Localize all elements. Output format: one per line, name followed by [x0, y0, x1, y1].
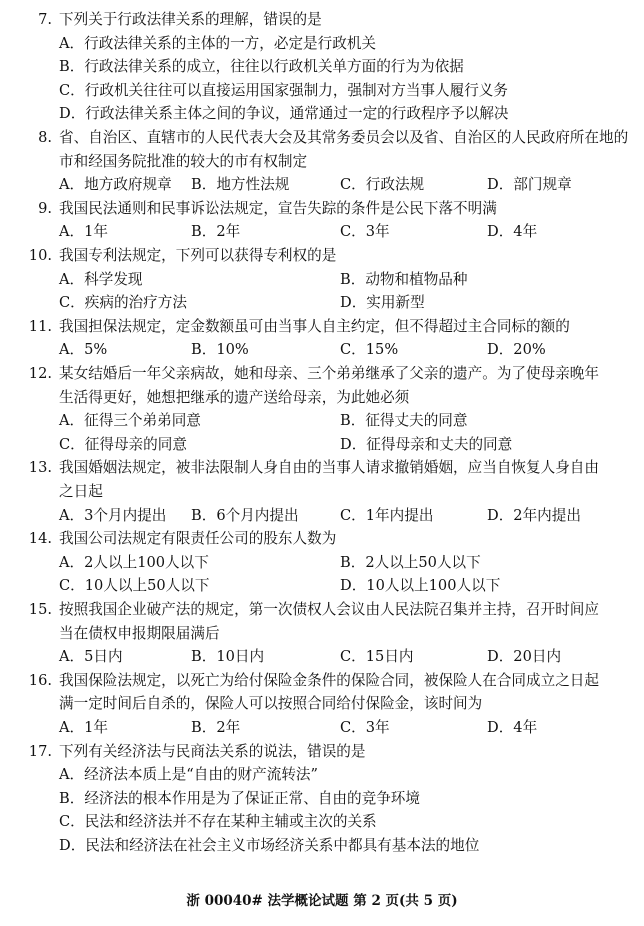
option-row [0, 55, 644, 79]
answer-option-b: B．动物和植物品种 [340, 270, 468, 288]
question-stem-line [0, 740, 644, 764]
answer-option-c: C．民法和经济法并不存在某种主辅或主次的关系 [59, 813, 377, 831]
question-stem-text: 我国保险法规定，以死亡为给付保险金条件的保险合同，被保险人在合同成立之日起 [59, 671, 599, 689]
answer-option-b: B．征得丈夫的同意 [340, 412, 468, 430]
question-number: 15. [28, 601, 52, 618]
answer-option-a: A．5% [59, 341, 108, 359]
page-footer: 浙 00040# 法学概论试题 第 2 页(共 5 页) [186, 893, 458, 909]
answer-option-d: D．部门规章 [487, 176, 572, 194]
answer-option-a: A．1年 [59, 719, 109, 736]
option-row [0, 32, 644, 56]
question-number: 9. [38, 199, 52, 217]
option-row [0, 574, 644, 598]
option-row [0, 79, 644, 103]
answer-option-a: A．2人以上100人以下 [59, 553, 209, 571]
answer-option-c: C．行政机关往往可以直接运用国家强制力，强制对方当事人履行义务 [59, 81, 508, 99]
question-stem-text: 当在债权申报期限届满后 [59, 624, 220, 642]
option-row [0, 409, 644, 433]
question-stem-text: 省、自治区、直辖市的人民代表大会及其常务委员会以及省、自治区的人民政府所在地的 [59, 129, 629, 146]
answer-option-b: B．10% [191, 341, 249, 359]
option-row [0, 102, 644, 126]
question-stem-text: 满一定时间后自杀的，保险人可以按照合同给付保险金，该时间为 [59, 695, 483, 713]
question-stem-line [0, 8, 644, 32]
question-stem-text: 我国专利法规定，下列可以获得专利权的是 [59, 247, 337, 264]
question-stem-line [0, 480, 644, 504]
question-stem-line [0, 669, 644, 693]
question-stem-text: 我国民法通则和民事诉讼法规定，宣告失踪的条件是公民下落不明满 [59, 199, 497, 217]
answer-option-d: D．4年 [487, 223, 538, 241]
question-stem-line [0, 315, 644, 339]
answer-option-d: D．行政法律关系主体之间的争议，通常通过一定的行政程序予以解决 [59, 105, 509, 123]
answer-option-d: D．实用新型 [340, 294, 425, 312]
question-number: 7. [38, 11, 52, 28]
question-stem-text: 下列有关经济法与民商法关系的说法，错误的是 [59, 742, 366, 760]
question-number: 17. [28, 742, 52, 760]
answer-option-d: D．20% [487, 341, 546, 359]
question-stem-line [0, 386, 644, 410]
answer-option-a: A．征得三个弟弟同意 [59, 412, 201, 430]
option-row [0, 716, 644, 740]
answer-option-a: A．1年 [59, 223, 109, 241]
answer-option-d: D．10人以上100人以下 [340, 577, 501, 595]
answer-option-d: D．4年 [487, 719, 538, 736]
answer-option-a: A．科学发现 [59, 270, 143, 288]
question-stem-line [0, 598, 644, 622]
answer-option-c: C．15% [340, 341, 399, 359]
answer-option-b: B．行政法律关系的成立，往往以行政机关单方面的行为为依据 [59, 58, 464, 76]
question-stem-text: 某女结婚后一年父亲病故，她和母亲、三个弟弟继承了父亲的遗产。为了使母亲晚年 [59, 365, 599, 382]
question-stem-text: 我国婚姻法规定，被非法限制人身自由的当事人请求撤销婚姻，应当自恢复人身自由 [59, 459, 599, 477]
answer-option-a: A．3个月内提出 [59, 506, 167, 524]
answer-option-d: D．20日内 [487, 648, 562, 666]
answer-option-d: D．民法和经济法在社会主义市场经济关系中都具有基本法的地位 [59, 837, 480, 854]
question-stem-line [0, 197, 644, 221]
question-stem-text: 之日起 [59, 483, 103, 500]
question-stem-text: 生活得更好，她想把继承的遗产送给母亲，为此她必须 [59, 388, 410, 406]
question-stem-line [0, 527, 644, 551]
option-row [0, 504, 644, 528]
question-number: 13. [28, 459, 52, 477]
option-row [0, 291, 644, 315]
answer-option-c: C．1年内提出 [340, 506, 434, 524]
answer-option-a: A．行政法律关系的主体的一方，必定是行政机关 [59, 34, 377, 52]
answer-option-a: A．经济法本质上是“自由的财产流转法” [59, 766, 318, 784]
question-stem-line [0, 622, 644, 646]
option-row [0, 433, 644, 457]
answer-option-c: C．疾病的治疗方法 [59, 294, 187, 312]
answer-option-b: B．6个月内提出 [191, 506, 299, 524]
answer-option-b: B．2人以上50人以下 [340, 553, 481, 571]
question-stem-text: 按照我国企业破产法的规定，第一次债权人会议由人民法院召集并主持，召开时间应 [59, 601, 599, 618]
question-number: 16. [28, 671, 52, 689]
question-number: 10. [28, 247, 52, 264]
question-stem-line [0, 150, 644, 174]
question-number: 8. [38, 129, 52, 146]
question-stem-line [0, 362, 644, 386]
option-row [0, 787, 644, 811]
answer-option-c: C．行政法规 [340, 176, 425, 194]
option-row [0, 173, 644, 197]
question-stem-line [0, 692, 644, 716]
answer-option-b: B．经济法的根本作用是为了保证正常、自由的竞争环境 [59, 789, 420, 807]
question-stem-text: 我国公司法规定有限责任公司的股东人数为 [59, 530, 337, 548]
option-row [0, 834, 644, 858]
option-row [0, 220, 644, 244]
question-number: 14. [28, 530, 52, 548]
question-stem-line [0, 126, 644, 150]
option-row [0, 338, 644, 362]
answer-option-b: B．2年 [191, 719, 241, 736]
question-number: 11. [28, 317, 52, 335]
question-stem-line [0, 244, 644, 268]
answer-option-a: A．地方政府规章 [59, 176, 172, 194]
answer-option-d: D．征得母亲和丈夫的同意 [340, 435, 513, 453]
option-row [0, 645, 644, 669]
question-stem-text: 下列关于行政法律关系的理解，错误的是 [59, 11, 322, 28]
option-row [0, 268, 644, 292]
answer-option-b: B．2年 [191, 223, 241, 241]
answer-option-d: D．2年内提出 [487, 506, 581, 524]
option-row [0, 551, 644, 575]
answer-option-c: C．3年 [340, 223, 390, 241]
answer-option-c: C．征得母亲的同意 [59, 435, 187, 453]
question-stem-text: 市和经国务院批准的较大的市有权制定 [59, 152, 308, 170]
answer-option-b: B．10日内 [191, 648, 265, 666]
answer-option-c: C．15日内 [340, 648, 414, 666]
question-number: 12. [28, 365, 52, 382]
option-row [0, 810, 644, 834]
question-stem-text: 我国担保法规定，定金数额虽可由当事人自主约定，但不得超过主合同标的额的 [59, 317, 570, 335]
answer-option-b: B．地方性法规 [191, 176, 290, 194]
option-row [0, 763, 644, 787]
question-stem-line [0, 456, 644, 480]
answer-option-c: C．10人以上50人以下 [59, 577, 210, 595]
answer-option-c: C．3年 [340, 719, 390, 736]
answer-option-a: A．5日内 [59, 648, 123, 666]
